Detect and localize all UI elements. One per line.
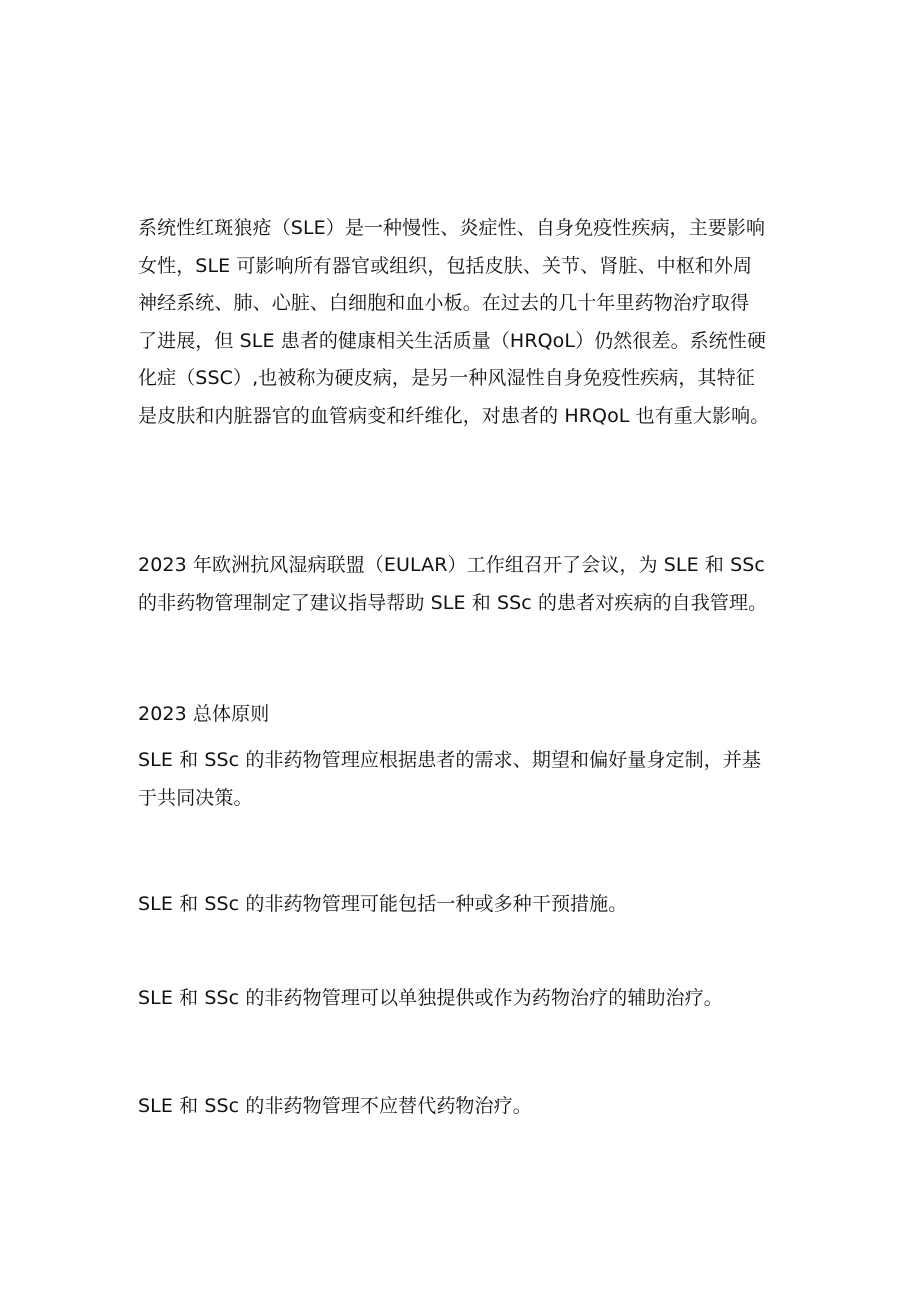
principle-1-line-1: SLE 和 SSc 的非药物管理应根据患者的需求、期望和偏好量身定制，并基 bbox=[138, 749, 762, 771]
intro-paragraph bbox=[138, 210, 798, 435]
intro-line-6: 是皮肤和内脏器官的血管病变和纤维化，对患者的 HRQoL 也有重大影响。 bbox=[138, 404, 770, 427]
principle-3-text: SLE 和 SSc 的非药物管理可以单独提供或作为药物治疗的辅助治疗。 bbox=[138, 987, 723, 1009]
principle-3-paragraph bbox=[138, 980, 798, 1018]
principle-2-text: SLE 和 SSc 的非药物管理可能包括一种或多种干预措施。 bbox=[138, 893, 628, 915]
principle-4-text: SLE 和 SSc 的非药物管理不应替代药物治疗。 bbox=[138, 1095, 532, 1117]
principle-4-paragraph bbox=[138, 1088, 798, 1126]
principle-1-paragraph bbox=[138, 742, 798, 817]
intro-line-4: 了进展，但 SLE 患者的健康相关生活质量（HRQoL）仍然很差。系统性硬 bbox=[138, 329, 767, 352]
eular-line-1: 2023 年欧洲抗风湿病联盟（EULAR）工作组召开了会议，为 SLE 和 SSc bbox=[138, 554, 765, 576]
intro-line-1: 系统性红斑狼疮（SLE）是一种慢性、炎症性、自身免疫性疾病，主要影响 bbox=[138, 217, 766, 239]
intro-line-5: 化症（SSC）,也被称为硬皮病，是另一种风湿性自身免疫性疾病，其特征 bbox=[138, 367, 755, 389]
intro-line-3: 神经系统、肺、心脏、白细胞和血小板。在过去的几十年里药物治疗取得 bbox=[138, 292, 750, 314]
eular-paragraph bbox=[138, 547, 798, 622]
principle-1-line-2: 于共同决策。 bbox=[138, 786, 253, 809]
eular-line-2: 的非药物管理制定了建议指导帮助 SLE 和 SSc 的患者对疾病的自我管理。 bbox=[138, 591, 768, 614]
principles-heading-text: 2023 总体原则 bbox=[138, 703, 270, 725]
principle-2-paragraph bbox=[138, 886, 798, 924]
principles-heading bbox=[138, 696, 798, 734]
intro-line-2: 女性，SLE 可影响所有器官或组织，包括皮肤、关节、肾脏、中枢和外周 bbox=[138, 254, 753, 277]
